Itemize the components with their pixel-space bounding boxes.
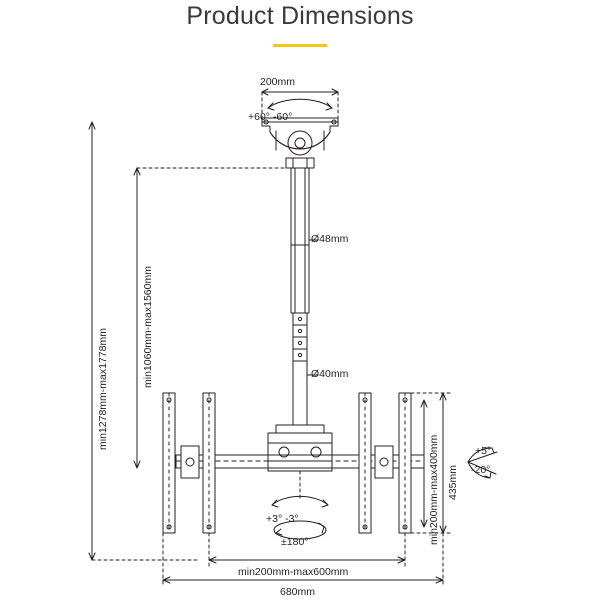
label-plate-width: 200mm xyxy=(260,76,296,88)
label-plate-rotation: +60° -60° xyxy=(248,111,293,123)
label-swivel-small: +3° -3° xyxy=(266,513,299,525)
label-bracket-total-height: 435mm xyxy=(447,464,459,500)
label-tilt-up: +5° xyxy=(475,445,492,457)
label-tilt-down: -20° xyxy=(471,464,491,476)
swivel-head xyxy=(268,425,332,471)
label-upper-tube-diameter: Ø48mm xyxy=(311,233,349,245)
ceiling-plate-icon xyxy=(262,118,338,168)
label-total-width: 680mm xyxy=(280,586,316,598)
page-title: Product Dimensions xyxy=(186,2,414,30)
left-rails xyxy=(163,393,215,533)
right-rails xyxy=(359,393,411,533)
label-rotation: ±180° xyxy=(281,536,309,548)
lower-pole xyxy=(293,313,307,433)
label-height-range-outer: min1278mm-max1778mm xyxy=(97,328,109,450)
outer-height-dimension xyxy=(89,122,95,560)
label-height-range-inner: min1060mm-max1560mm xyxy=(142,266,154,388)
label-lower-tube-diameter: Ø40mm xyxy=(311,368,349,380)
label-width-range: min200mm-max600mm xyxy=(238,566,349,578)
label-bracket-height-range: min200mm-max400mm xyxy=(428,434,440,545)
upper-pole xyxy=(291,168,309,313)
swivel-arcs xyxy=(272,471,328,539)
